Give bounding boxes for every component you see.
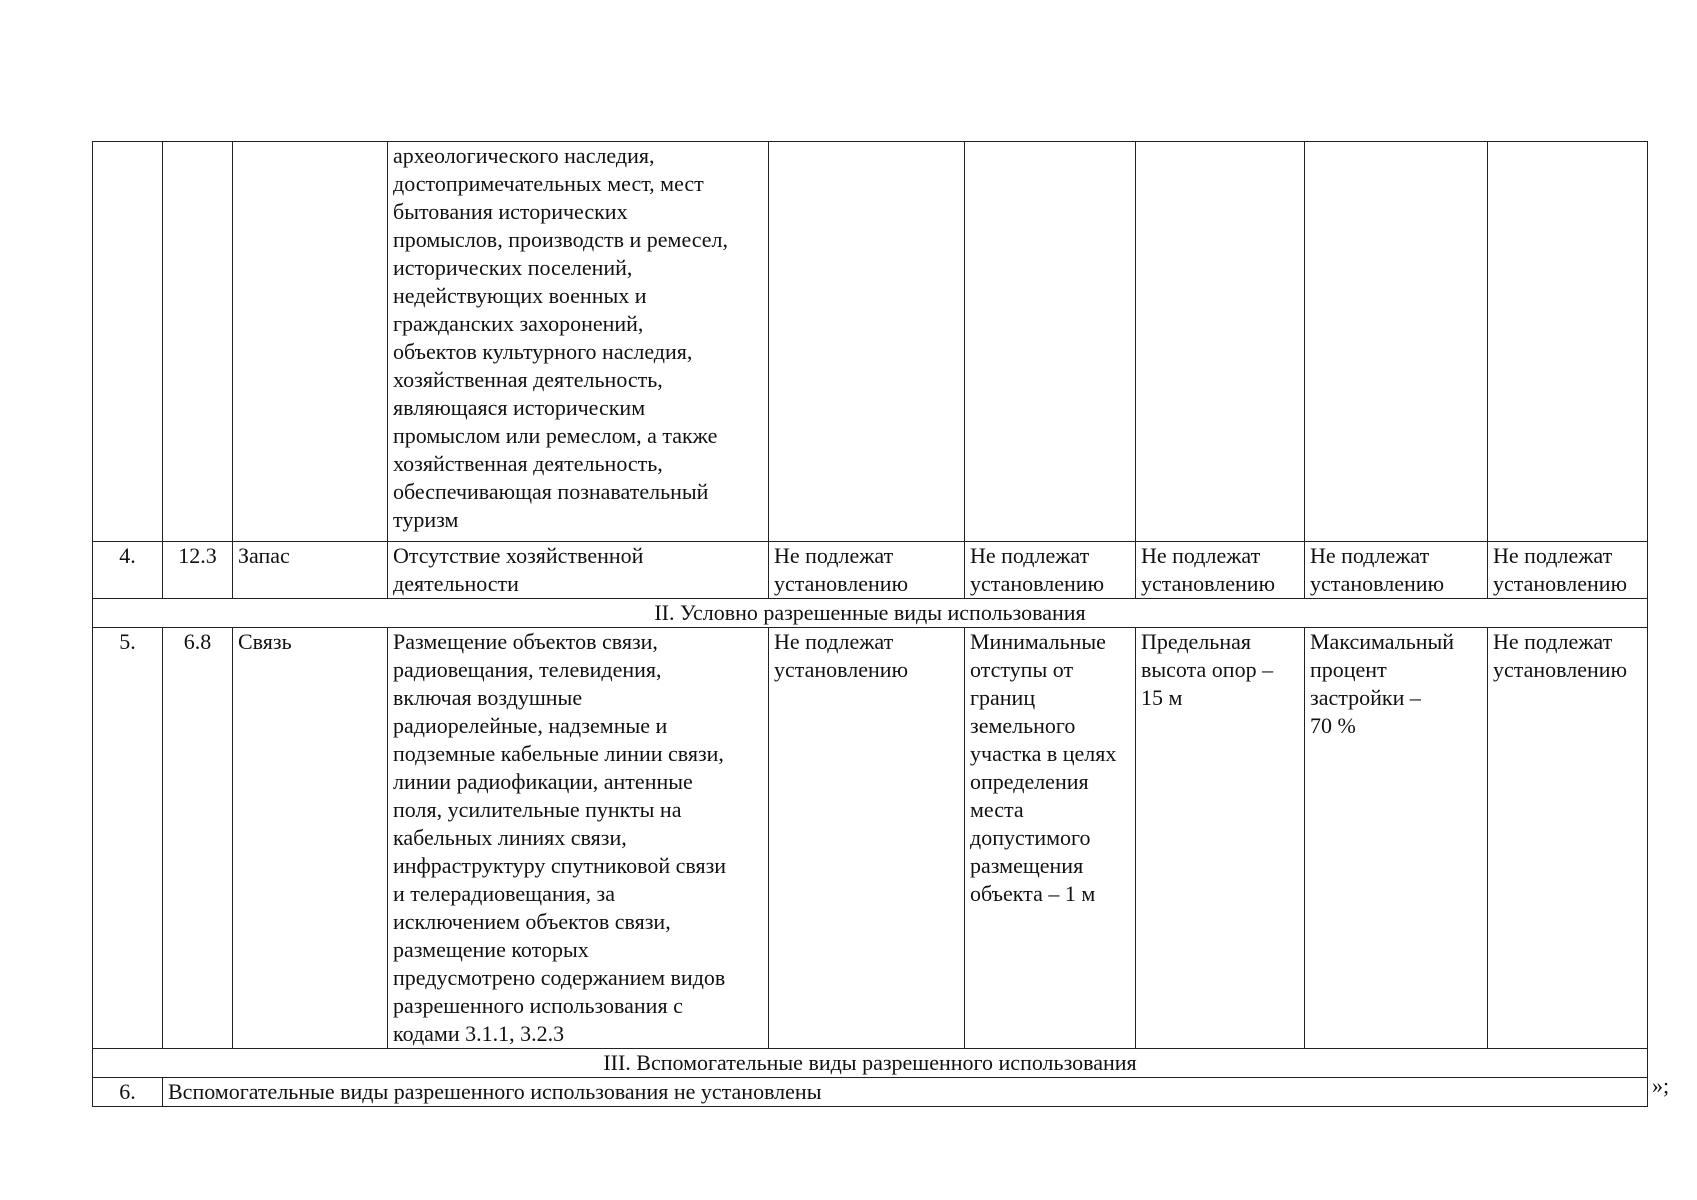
text-line: установлению bbox=[970, 571, 1105, 596]
cell-col7 bbox=[1136, 628, 1305, 1049]
row-number: 5. bbox=[93, 628, 163, 1049]
text-line: инфраструктуру спутниковой связи bbox=[393, 853, 727, 878]
section-header-row bbox=[93, 599, 1648, 628]
table-row-continuation bbox=[93, 142, 1648, 542]
text-line: Не подлежат bbox=[1493, 629, 1613, 654]
cell-name bbox=[233, 142, 388, 542]
text-line: и телерадиовещания, за bbox=[393, 881, 615, 906]
row-text: Вспомогательные виды разрешенного использования не установлены bbox=[163, 1078, 1648, 1107]
text-line: участка в целях bbox=[970, 741, 1117, 766]
text-line: Максимальный bbox=[1310, 629, 1455, 654]
text-line: поля, усилительные пункты на bbox=[393, 797, 682, 822]
table-row-6 bbox=[93, 1078, 1648, 1107]
text-line: размещения bbox=[970, 853, 1084, 878]
cell-col5 bbox=[769, 542, 965, 599]
cell-col8 bbox=[1305, 142, 1488, 542]
cell-col7 bbox=[1136, 542, 1305, 599]
cell-col6 bbox=[965, 628, 1136, 1049]
text-line: промыслов, производств и ремесел, bbox=[393, 227, 729, 252]
row-number: 4. bbox=[93, 542, 163, 599]
text-line: допустимого bbox=[970, 825, 1091, 850]
text-line: гражданских захоронений, bbox=[393, 311, 644, 336]
text-line: отступы от bbox=[970, 657, 1074, 682]
cell-num bbox=[93, 142, 163, 542]
text-line: туризм bbox=[393, 507, 459, 532]
text-line: кабельных линиях связи, bbox=[393, 825, 627, 850]
text-line: промыслом или ремеслом, а также bbox=[393, 423, 718, 448]
text-line: земельного bbox=[970, 713, 1076, 738]
text-line: разрешенного использования с bbox=[393, 993, 683, 1018]
use-code: 6.8 bbox=[163, 628, 233, 1049]
text-line: линии радиофикации, антенные bbox=[393, 769, 693, 794]
section-title: III. Вспомогательные виды разрешенного использования bbox=[93, 1049, 1648, 1078]
section-title: II. Условно разрешенные виды использования bbox=[93, 599, 1648, 628]
text-line: Не подлежат bbox=[774, 543, 894, 568]
text-line: хозяйственная деятельность, bbox=[393, 451, 663, 476]
text-line: установлению bbox=[774, 657, 909, 682]
text-line: установлению bbox=[1493, 571, 1628, 596]
cell-description bbox=[388, 142, 769, 542]
text-line: достопримечательных мест, мест bbox=[393, 171, 704, 196]
text-line: предусмотрено содержанием видов bbox=[393, 965, 726, 990]
text-line: являющаяся историческим bbox=[393, 395, 646, 420]
cell-col6 bbox=[965, 542, 1136, 599]
text-line: Не подлежат bbox=[774, 629, 894, 654]
text-line: подземные кабельные линии связи, bbox=[393, 741, 724, 766]
cell-col9 bbox=[1488, 542, 1648, 599]
text-line: хозяйственная деятельность, bbox=[393, 367, 663, 392]
table-row-5 bbox=[93, 628, 1648, 1049]
text-line: Отсутствие хозяйственной bbox=[393, 543, 644, 568]
text-line: объектов культурного наследия, bbox=[393, 339, 693, 364]
cell-description bbox=[388, 628, 769, 1049]
text-line: размещение которых bbox=[393, 937, 589, 962]
text-line: высота опор – bbox=[1141, 657, 1274, 682]
cell-code bbox=[163, 142, 233, 542]
text-line: исключением объектов связи, bbox=[393, 909, 671, 934]
text-line: обеспечивающая познавательный bbox=[393, 479, 709, 504]
text-line: археологического наследия, bbox=[393, 143, 655, 168]
regulations-table bbox=[92, 141, 1648, 1107]
text-line: кодами 3.1.1, 3.2.3 bbox=[393, 1021, 565, 1046]
table-row-4 bbox=[93, 542, 1648, 599]
text-line: недействующих военных и bbox=[393, 283, 647, 308]
cell-col9 bbox=[1488, 628, 1648, 1049]
text-line: 70 % bbox=[1310, 713, 1356, 738]
closing-quote-mark: »; bbox=[1652, 1073, 1670, 1098]
use-name: Связь bbox=[233, 628, 388, 1049]
text-line: Размещение объектов связи, bbox=[393, 629, 658, 654]
text-line: радиовещания, телевидения, bbox=[393, 657, 662, 682]
cell-col7 bbox=[1136, 142, 1305, 542]
cell-col8 bbox=[1305, 628, 1488, 1049]
section-header-row bbox=[93, 1049, 1648, 1078]
cell-col5 bbox=[769, 142, 965, 542]
text-line: установлению bbox=[774, 571, 909, 596]
cell-col5 bbox=[769, 628, 965, 1049]
text-line: Не подлежат bbox=[1310, 543, 1430, 568]
text-line: бытования исторических bbox=[393, 199, 628, 224]
cell-col9 bbox=[1488, 142, 1648, 542]
text-line: Не подлежат bbox=[970, 543, 1090, 568]
text-line: застройки – bbox=[1310, 685, 1421, 710]
text-line: границ bbox=[970, 685, 1036, 710]
text-line: деятельности bbox=[393, 571, 519, 596]
text-line: установлению bbox=[1493, 657, 1628, 682]
text-line: включая воздушные bbox=[393, 685, 583, 710]
cell-description bbox=[388, 542, 769, 599]
text-line: 15 м bbox=[1141, 685, 1183, 710]
text-line: объекта – 1 м bbox=[970, 881, 1096, 906]
text-line: радиорелейные, надземные и bbox=[393, 713, 668, 738]
use-code: 12.3 bbox=[163, 542, 233, 599]
text-line: определения bbox=[970, 769, 1089, 794]
text-line: Минимальные bbox=[970, 629, 1106, 654]
cell-col6 bbox=[965, 142, 1136, 542]
text-line: установлению bbox=[1141, 571, 1276, 596]
text-line: исторических поселений, bbox=[393, 255, 633, 280]
use-name: Запас bbox=[233, 542, 388, 599]
row-number: 6. bbox=[93, 1078, 163, 1107]
text-line: установлению bbox=[1310, 571, 1445, 596]
text-line: Предельная bbox=[1141, 629, 1251, 654]
text-line: процент bbox=[1310, 657, 1387, 682]
text-line: Не подлежат bbox=[1493, 543, 1613, 568]
text-line: места bbox=[970, 797, 1024, 822]
text-line: Не подлежат bbox=[1141, 543, 1261, 568]
cell-col8 bbox=[1305, 542, 1488, 599]
